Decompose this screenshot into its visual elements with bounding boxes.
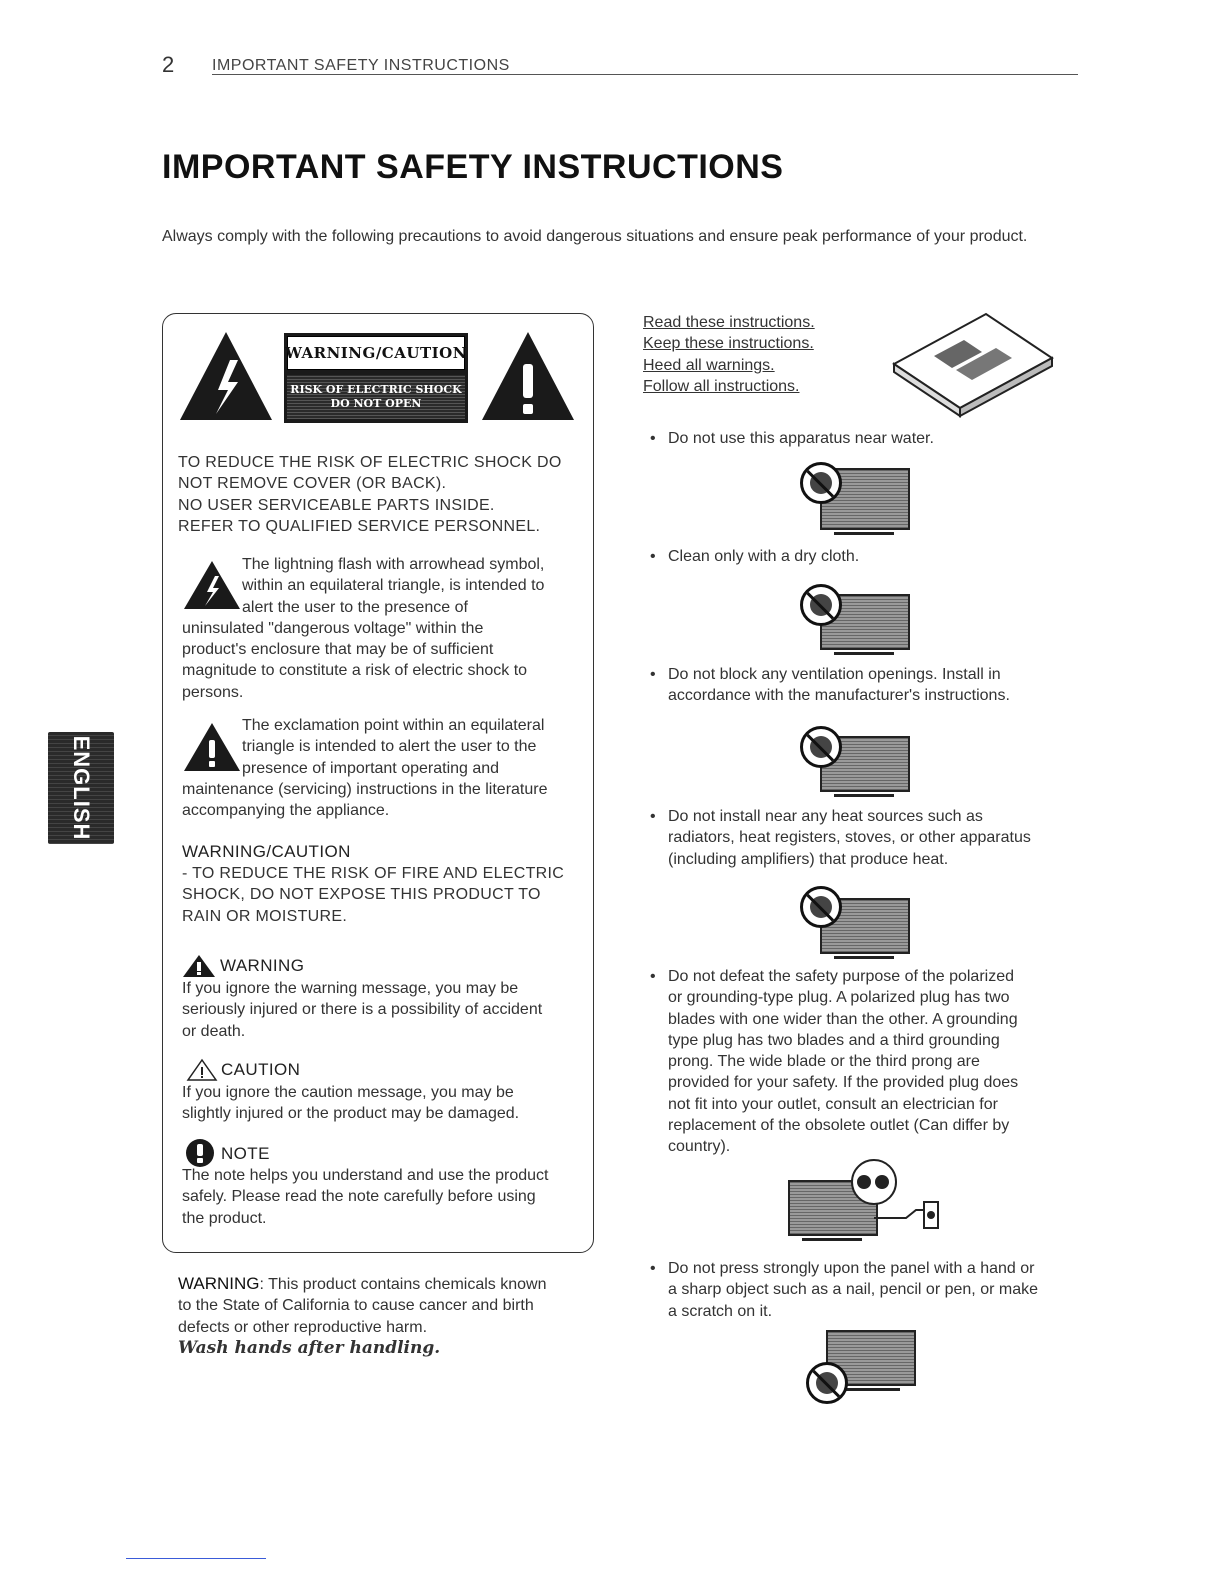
note-heading: NOTE (221, 1144, 270, 1163)
wc-text: - TO REDUCE THE RISK OF FIRE AND ELECTRIC SHOCK, DO NOT EXPOSE THIS PRODUCT TO RAIN OR MOISTURE. (182, 865, 565, 925)
lightning-warning-icon (178, 330, 274, 422)
header-section: IMPORTANT SAFETY INSTRUCTIONS (212, 57, 510, 74)
bullet-heat: • Do not install near any heat sources such as radiators, heat registers, stoves, or other apparatus (including amplifiers) that produce heat. (668, 806, 1088, 870)
read-instructions-list: Read these instructions. Keep these instructions. Heed all warnings. Follow all instructions. (643, 314, 815, 395)
bullet-ventilation: • Do not block any ventilation openings. Install in accordance with the manufacturer's instructions. (668, 664, 1088, 707)
warning-icon (182, 954, 216, 978)
language-tab-label: ENGLISH (69, 735, 94, 841)
note-icon (184, 1138, 216, 1168)
caution-icon (186, 1058, 218, 1082)
intro-text: Always comply with the following precautions to avoid dangerous situations and ensure peak performance of your product. (162, 228, 1028, 245)
note-text: The note helps you understand and use the product safely. Please read the note carefully before using the product. (182, 1167, 549, 1227)
label-title: WARNING/CAUTION (287, 336, 465, 370)
reduce-risk-text: TO REDUCE THE RISK OF ELECTRIC SHOCK DO NOT REMOVE COVER (OR BACK). NO USER SERVICEABLE PARTS INSIDE. REFER TO QUALIFIED SERVICE PERSONNEL. (178, 454, 562, 535)
wc-heading: WARNING/CAUTION (182, 842, 351, 861)
bullet-plug: • Do not defeat the safety purpose of the polarized or grounding-type plug. A polarized plug has two blades with one wider than the other. A grounding type plug has two blades and a third grounding prong. The wide blade or the third prong are provided for your safety. If the provided plug does not fit into your outlet, consult an electrician for replacement of the obsolete outlet (Can differ by country). (668, 966, 1088, 1158)
bullet-press-panel: • Do not press strongly upon the panel with a hand or a sharp object such as a nail, pencil or pen, or make a scratch on it. (668, 1258, 1088, 1322)
warning-caution-label (284, 333, 468, 423)
manual-book-icon (886, 312, 1056, 424)
prohibited-heat-icon (800, 886, 842, 928)
header-rule (212, 74, 1078, 75)
prohibited-vent-icon (800, 726, 842, 768)
warning-text: If you ignore the warning message, you may be seriously injured or there is a possibility of accident or death. (182, 980, 543, 1040)
lightning-description: The lightning flash with arrowhead symbol, within an equilateral triangle, is intended to alert the user to the presence of uninsulated "dangerous voltage" within the product's enclosure that may be of sufficient magnitude to constitute a risk of electric shock to persons. (182, 556, 545, 701)
prohibited-cloth-icon (800, 584, 842, 626)
footer-rule (126, 1558, 266, 1559)
bullet-water: • Do not use this apparatus near water. (668, 428, 1088, 449)
exclamation-warning-icon (480, 330, 576, 422)
page-number: 2 (162, 52, 175, 77)
prop65-warning: WARNING: This product contains chemicals known to the State of California to cause cancer and birth defects or other reproductive harm. Wash hands after handling. (178, 1273, 588, 1359)
label-subtext (287, 375, 465, 419)
prohibited-press-icon (806, 1362, 848, 1404)
exclamation-description: The exclamation point within an equilateral triangle is intended to alert the user to the presence of important operating and maintenance (servicing) instructions in the literature accompanying the appliance. (182, 717, 548, 820)
page-title: IMPORTANT SAFETY INSTRUCTIONS (162, 148, 784, 186)
wash-hands-note: Wash hands after handling. (178, 1337, 441, 1358)
warning-heading: WARNING (220, 956, 305, 975)
caution-heading: CAUTION (221, 1060, 301, 1079)
prohibited-water-icon (800, 462, 842, 504)
plug-outlet-icon (846, 1158, 946, 1242)
label-line2: DO NOT OPEN (330, 397, 422, 410)
label-line1: RISK OF ELECTRIC SHOCK (290, 383, 462, 396)
language-tab (48, 732, 114, 844)
bullet-dry-cloth: • Clean only with a dry cloth. (668, 546, 1088, 567)
caution-text: If you ignore the caution message, you may be slightly injured or the product may be damaged. (182, 1084, 520, 1123)
